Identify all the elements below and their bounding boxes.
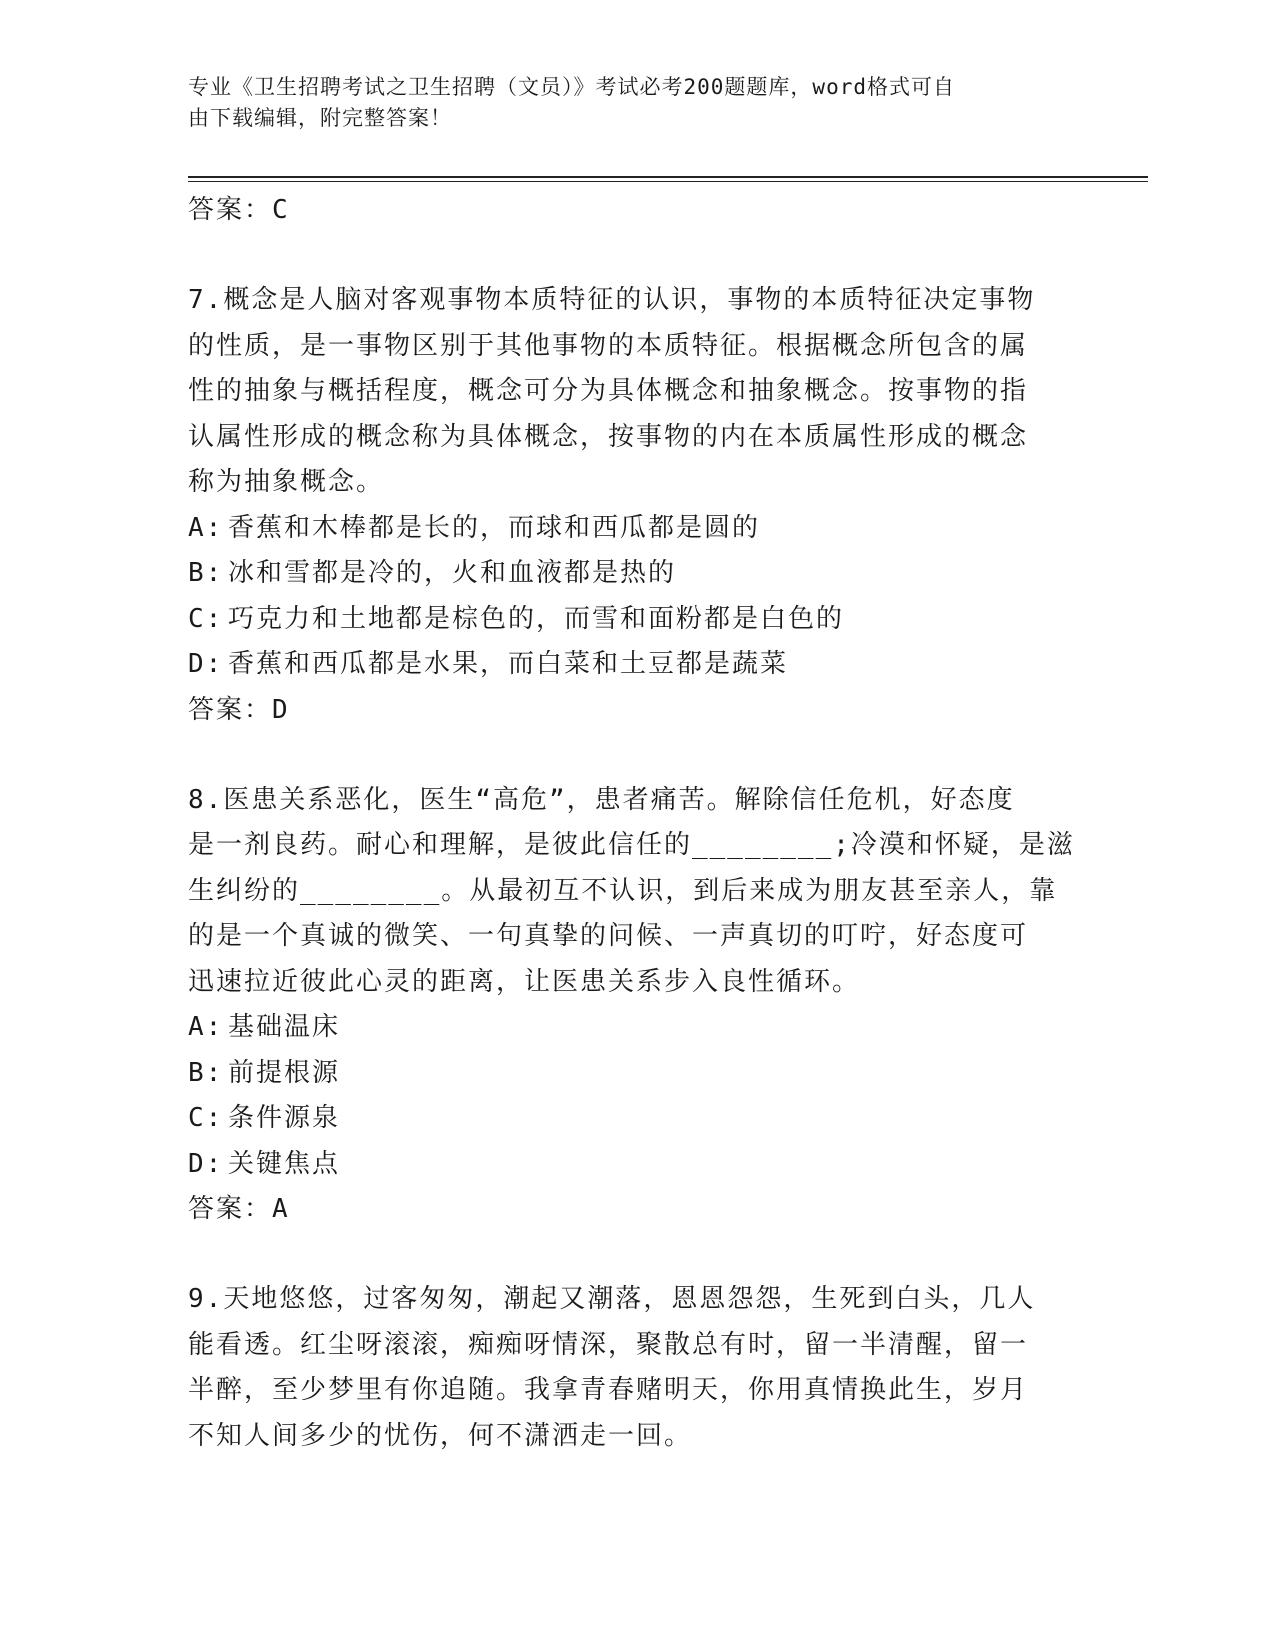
option-text: 关键焦点 (228, 1148, 341, 1179)
option-letter: B: (188, 1057, 224, 1088)
option-text: 条件源泉 (228, 1103, 341, 1133)
question-line: 生纠纷的________。从最初互不认识，到后来成为朋友甚至亲人，靠 (188, 875, 1058, 906)
answer-line-8 (188, 1187, 1088, 1232)
option-text: 巧克力和土地都是棕色的，而雪和面粉都是白色的 (228, 603, 845, 634)
header-rule-thin (188, 181, 1148, 182)
answer-label: 答案： (188, 195, 273, 225)
option-d (188, 1142, 1088, 1188)
header-line-2: 由下载编辑，附完整答案！ (188, 106, 452, 130)
question-line: 迅速拉近彼此心灵的距离，让医患关系步入良性循环。 (188, 966, 861, 997)
question-line: 8.医患关系恶化，医生“高危”，患者痛苦。解除信任危机，好态度 (188, 784, 1015, 815)
answer-line-7 (188, 688, 1088, 733)
question-number: 9. (188, 1284, 224, 1314)
answer-label: 答案： (188, 694, 273, 725)
question-9 (188, 1277, 1088, 1459)
answer-value: C (272, 195, 290, 225)
question-line: 的是一个真诚的微笑、一句真挚的问候、一声真切的叮咛，好态度可 (188, 921, 1029, 951)
option-letter: B: (188, 558, 224, 588)
option-letter: C: (188, 603, 224, 634)
option-a (188, 1005, 1088, 1051)
question-8 (188, 778, 1088, 1006)
question-line: 是一剂良药。耐心和理解，是彼此信任的________;冷漠和怀疑，是滋 (188, 830, 1075, 860)
question-number: 8. (188, 784, 224, 815)
question-line: 称为抽象概念。 (188, 467, 385, 497)
option-b (188, 1051, 1088, 1097)
option-letter: A: (188, 512, 224, 543)
option-a (188, 506, 1088, 552)
header-rule-thick (188, 176, 1148, 178)
option-letter: D: (188, 649, 224, 679)
question-line: 的性质，是一事物区别于其他事物的本质特征。根据概念所包含的属 (188, 330, 1029, 361)
option-letter: D: (188, 1148, 224, 1179)
option-letter: A: (188, 1012, 224, 1042)
answer-line-prev (188, 188, 1088, 233)
header-line-1: 专业《卫生招聘考试之卫生招聘（文员）》考试必考200题题库，word格式可自 (188, 75, 955, 99)
option-text: 香蕉和西瓜都是水果，而白菜和土豆都是蔬菜 (228, 649, 789, 679)
option-text: 香蕉和木棒都是长的，而球和西瓜都是圆的 (228, 512, 761, 543)
answer-value: A (272, 1194, 290, 1224)
question-line: 9.天地悠悠，过客匆匆，潮起又潮落，恩恩怨怨，生死到白头，几人 (188, 1284, 1036, 1314)
option-d (188, 642, 1088, 688)
option-b (188, 551, 1088, 597)
question-7 (188, 278, 1088, 506)
option-text: 冰和雪都是冷的，火和血液都是热的 (228, 558, 677, 588)
document-body (188, 188, 1088, 1459)
question-line: 认属性形成的概念称为具体概念，按事物的内在本质属性形成的概念 (188, 421, 1029, 452)
option-c (188, 597, 1088, 643)
option-letter: C: (188, 1103, 224, 1133)
question-number: 7. (188, 285, 224, 315)
question-line: 半醉，至少梦里有你追随。我拿青春赌明天，你用真情换此生，岁月 (188, 1375, 1029, 1405)
question-line: 能看透。红尘呀滚滚，痴痴呀情深，聚散总有时，留一半清醒，留一 (188, 1329, 1029, 1360)
question-line: 性的抽象与概括程度，概念可分为具体概念和抽象概念。按事物的指 (188, 376, 1029, 406)
answer-label: 答案： (188, 1194, 273, 1224)
option-text: 前提根源 (228, 1057, 341, 1088)
page-header (188, 72, 1068, 134)
option-c (188, 1096, 1088, 1142)
question-line: 不知人间多少的忧伤，何不潇洒走一回。 (188, 1420, 693, 1451)
answer-value: D (272, 694, 290, 725)
question-line: 7.概念是人脑对客观事物本质特征的认识，事物的本质特征决定事物 (188, 285, 1036, 315)
option-text: 基础温床 (228, 1012, 341, 1042)
